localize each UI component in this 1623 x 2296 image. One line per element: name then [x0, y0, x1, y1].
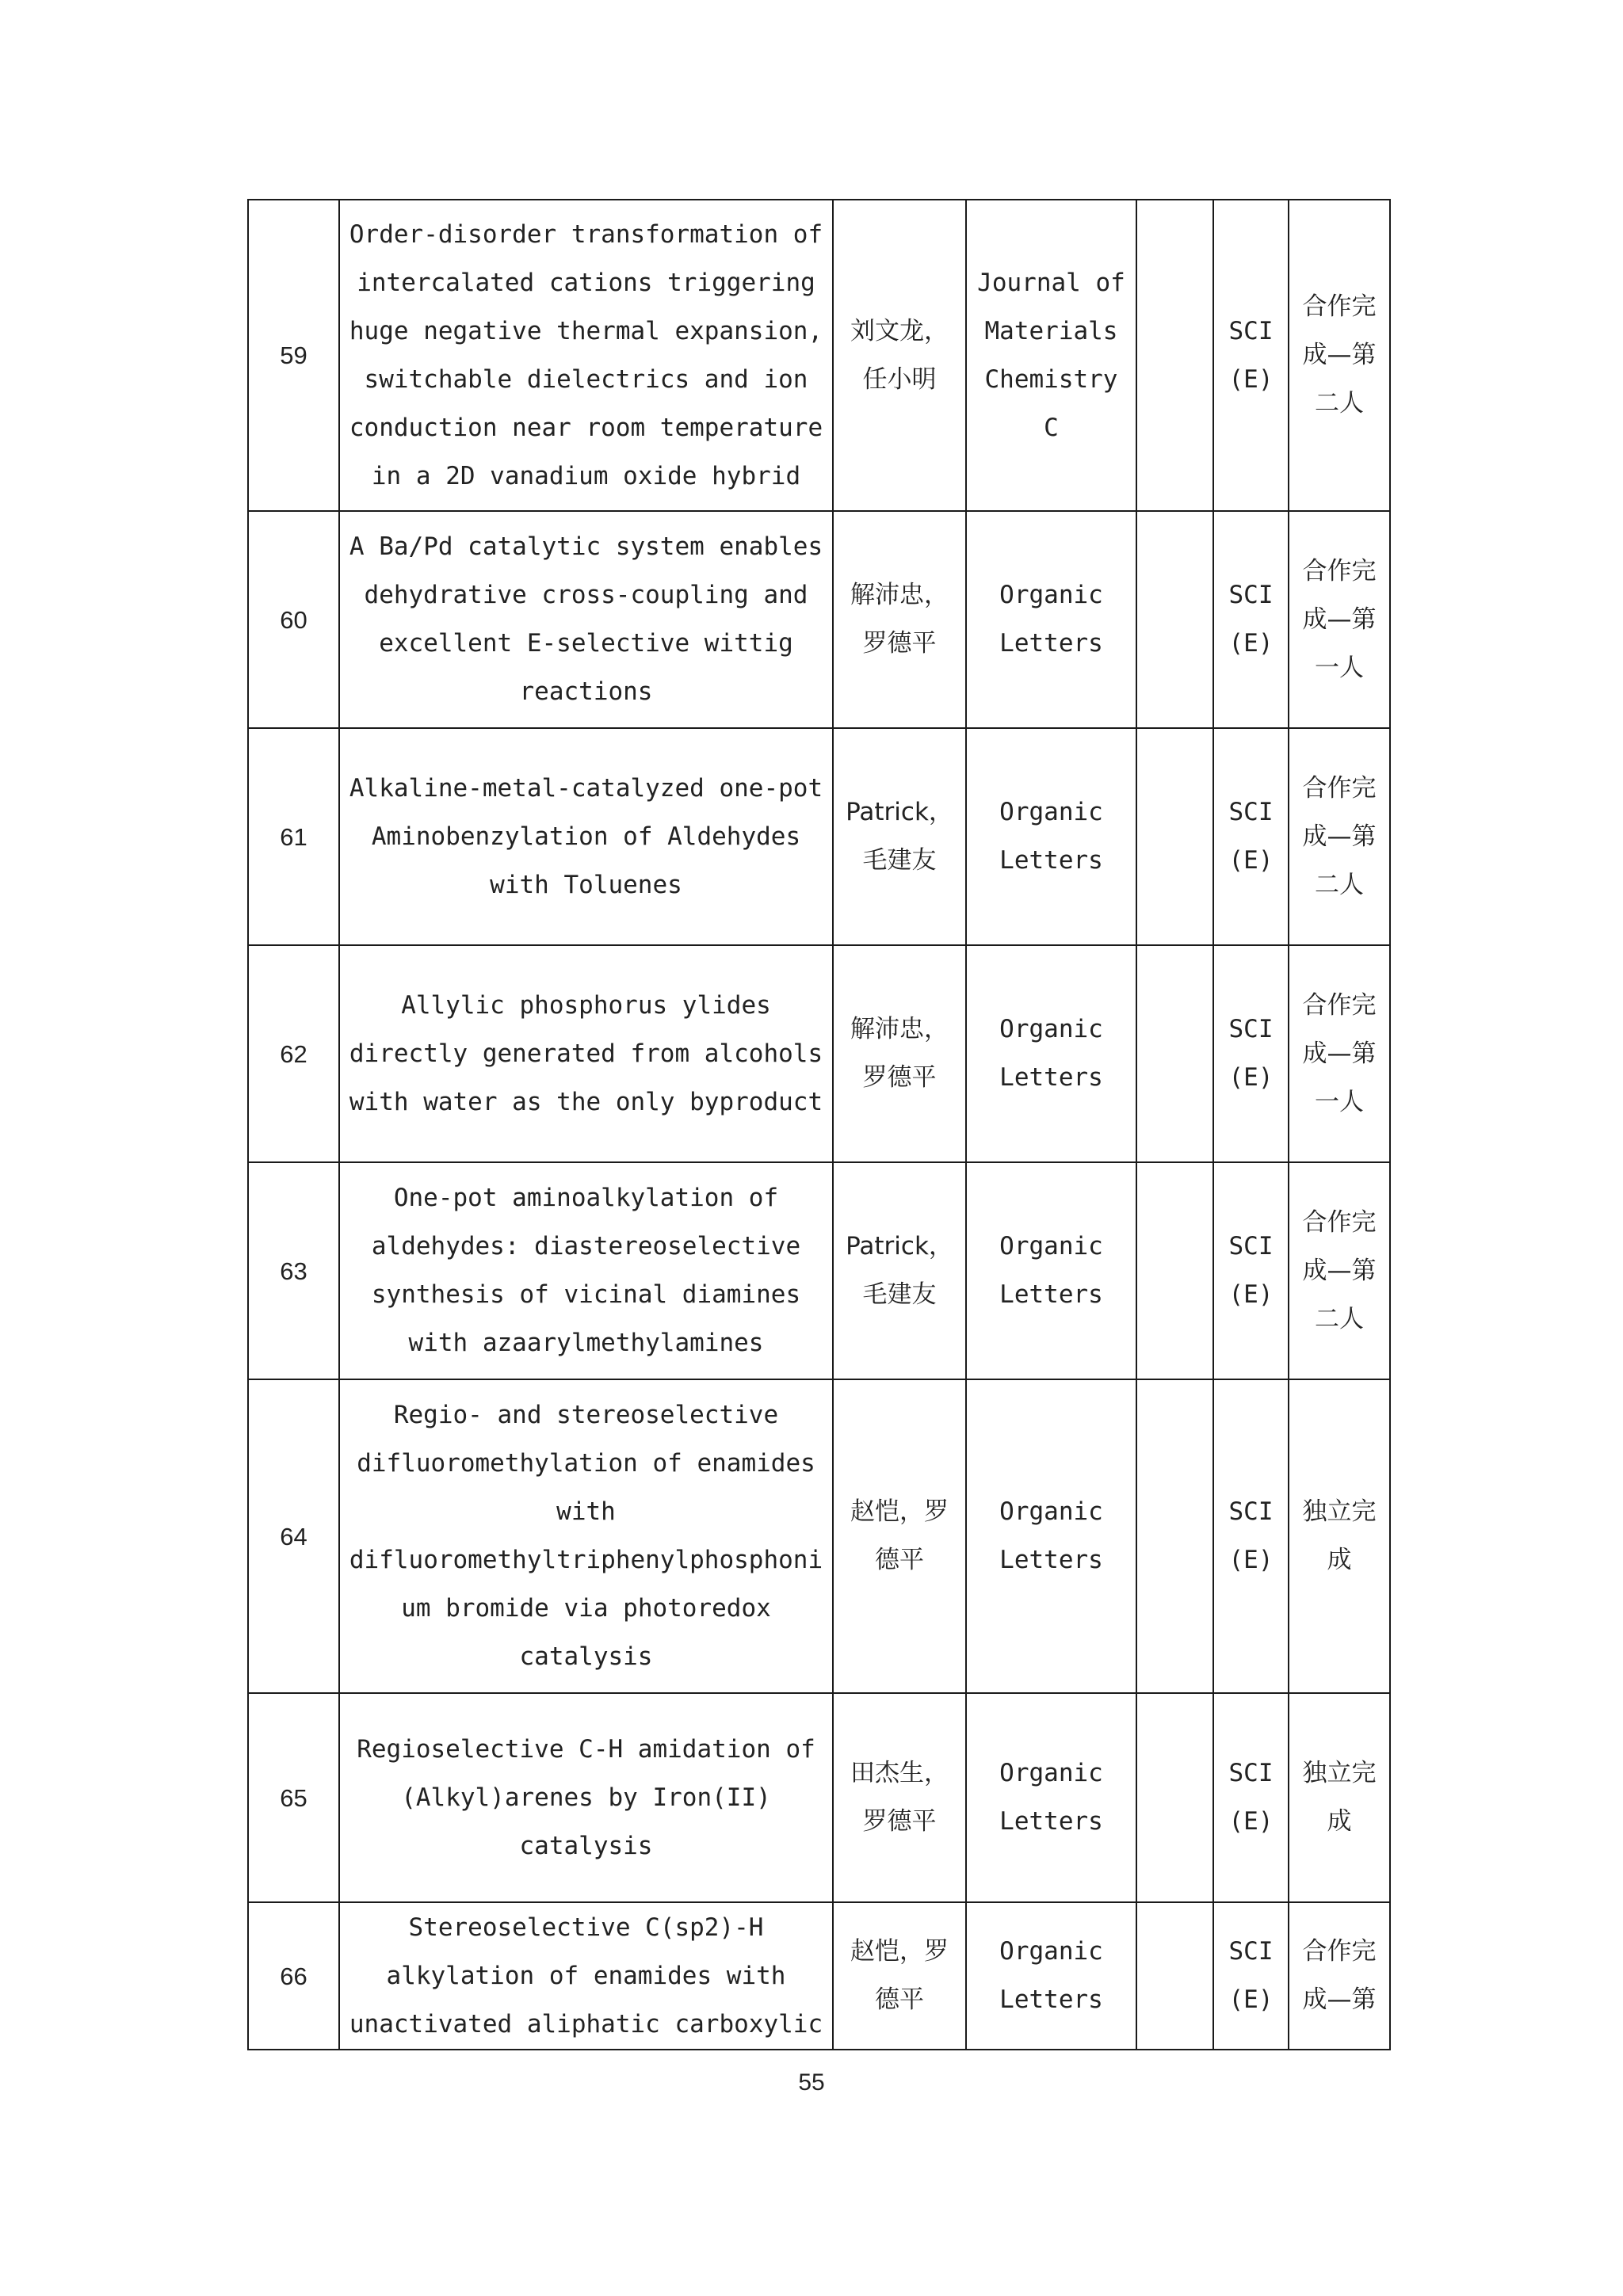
paper-title: Order-disorder transformation of intercalated cations triggering huge negative thermal expansion, switchable dielectrics and ion conduction near room temperature in a 2D vanadium oxide hybrid [339, 200, 833, 511]
authors: 解沛忠，罗德平 [833, 511, 966, 728]
paper-title: One-pot aminoalkylation of aldehydes: diastereoselective synthesis of vicinal diamines with azaarylmethylamines [339, 1162, 833, 1379]
completion-status: 合作完成—第一人 [1289, 511, 1390, 728]
authors: 赵恺，罗德平 [833, 1379, 966, 1693]
paper-title: Stereoselective C(sp2)-H alkylation of enamides with unactivated aliphatic carboxylic [339, 1902, 833, 2050]
authors: 田杰生，罗德平 [833, 1693, 966, 1902]
authors: Patrick，毛建友 [833, 1162, 966, 1379]
authors: 解沛忠，罗德平 [833, 945, 966, 1162]
row-number: 63 [248, 1162, 339, 1379]
table-row [248, 1693, 1390, 1902]
index-type: SCI (E) [1213, 1162, 1289, 1379]
authors: 赵恺，罗德平 [833, 1902, 966, 2050]
table-row [248, 200, 1390, 511]
paper-title: Alkaline-metal-catalyzed one-pot Aminobenzylation of Aldehydes with Toluenes [339, 728, 833, 945]
completion-status: 合作完成—第二人 [1289, 728, 1390, 945]
completion-status: 合作完成—第 [1289, 1902, 1390, 2050]
completion-status: 独立完成 [1289, 1379, 1390, 1693]
authors: Patrick，毛建友 [833, 728, 966, 945]
row-number: 59 [248, 200, 339, 511]
authors: 刘文龙，任小明 [833, 200, 966, 511]
row-number: 62 [248, 945, 339, 1162]
page-number: 55 [798, 2069, 825, 2096]
publication-table [247, 199, 1391, 2050]
journal-name: Organic Letters [966, 1902, 1136, 2050]
paper-title: A Ba/Pd catalytic system enables dehydrative cross-coupling and excellent E-selective wittig reactions [339, 511, 833, 728]
index-type: SCI (E) [1213, 1902, 1289, 2050]
blank-cell [1136, 1902, 1213, 2050]
blank-cell [1136, 1379, 1213, 1693]
table-row [248, 1379, 1390, 1693]
row-number: 66 [248, 1902, 339, 2050]
paper-title: Regioselective C-H amidation of (Alkyl)arenes by Iron(II) catalysis [339, 1693, 833, 1902]
table-row [248, 1902, 1390, 2050]
table-row [248, 511, 1390, 728]
blank-cell [1136, 945, 1213, 1162]
row-number: 65 [248, 1693, 339, 1902]
blank-cell [1136, 728, 1213, 945]
index-type: SCI (E) [1213, 200, 1289, 511]
blank-cell [1136, 1693, 1213, 1902]
blank-cell [1136, 200, 1213, 511]
paper-title: Allylic phosphorus ylides directly generated from alcohols with water as the only byproduct [339, 945, 833, 1162]
index-type: SCI (E) [1213, 728, 1289, 945]
completion-status: 合作完成—第二人 [1289, 200, 1390, 511]
journal-name: Organic Letters [966, 1379, 1136, 1693]
table-row [248, 1162, 1390, 1379]
index-type: SCI (E) [1213, 1379, 1289, 1693]
completion-status: 合作完成—第二人 [1289, 1162, 1390, 1379]
journal-name: Organic Letters [966, 1693, 1136, 1902]
journal-name: Organic Letters [966, 1162, 1136, 1379]
index-type: SCI (E) [1213, 511, 1289, 728]
journal-name: Organic Letters [966, 945, 1136, 1162]
row-number: 60 [248, 511, 339, 728]
journal-name: Organic Letters [966, 511, 1136, 728]
blank-cell [1136, 511, 1213, 728]
journal-name: Journal of Materials Chemistry C [966, 200, 1136, 511]
index-type: SCI (E) [1213, 1693, 1289, 1902]
row-number: 64 [248, 1379, 339, 1693]
row-number: 61 [248, 728, 339, 945]
table-row [248, 728, 1390, 945]
journal-name: Organic Letters [966, 728, 1136, 945]
blank-cell [1136, 1162, 1213, 1379]
table-row [248, 945, 1390, 1162]
paper-title: Regio- and stereoselective difluoromethylation of enamides with difluoromethyltriphenylphosphonium bromide via photoredox catalysis [339, 1379, 833, 1693]
completion-status: 合作完成—第一人 [1289, 945, 1390, 1162]
index-type: SCI (E) [1213, 945, 1289, 1162]
completion-status: 独立完成 [1289, 1693, 1390, 1902]
table-body [248, 200, 1390, 2050]
